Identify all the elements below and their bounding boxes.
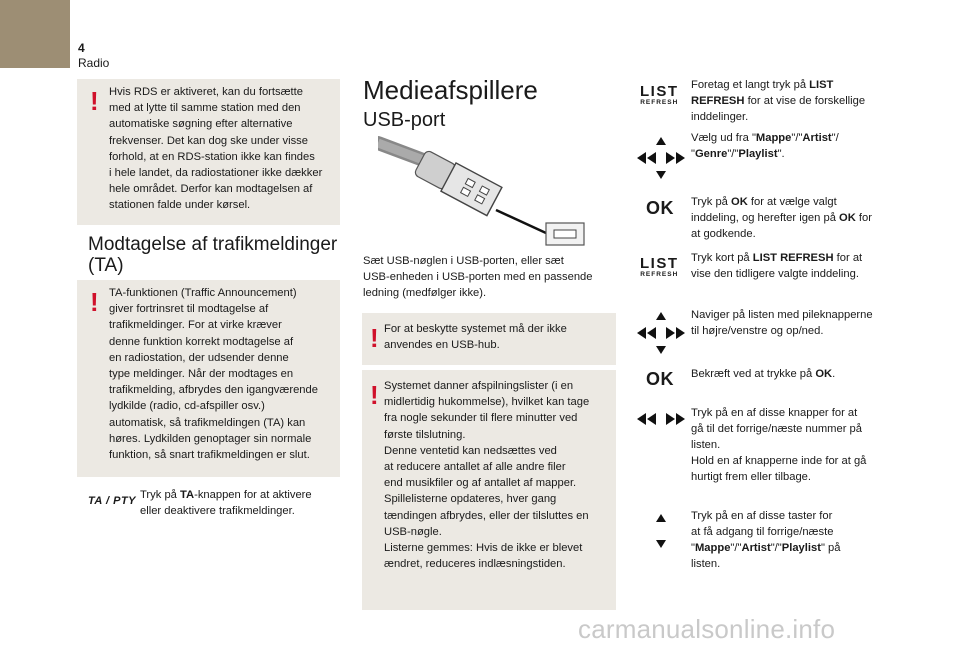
note-ta: ! TA-funktionen (Traffic Announcement) giver fortrinsret til modtagelse af trafikmeldinger. For at virke kræver denne funktion korrekt modtagelse af en radiostation, der udsender denne type meldinger. Når der modtages en trafikmelding, afbrydes den igangværende lydkilde (radio, cd-afspiller osv.) automatisk, så trafikmeldingen (TA) kan høres. Lydkilden genoptager sin normale funktion, så snart trafikmeldingen er slut. bbox=[77, 280, 340, 477]
instruction-short-press-list: Tryk kort på LIST REFRESH for at vise den tidligere valgte inddeling. bbox=[691, 252, 863, 280]
list-refresh-icon: LIST REFRESH bbox=[640, 83, 679, 106]
instruction-prev-next-track: Tryk på en af disse knapper for at gå til det forrige/næste nummer på listen. Hold en af knapperne inde for at gå hurtigt frem eller tilbage. bbox=[691, 407, 867, 483]
arrow-pad-icon bbox=[637, 137, 685, 179]
section-title: Radio bbox=[78, 56, 110, 70]
instruction-press-ok: Tryk på OK for at vælge valgt inddeling, og herefter igen på OK for at godkende. bbox=[691, 196, 872, 240]
note-rds: ! Hvis RDS er aktiveret, kan du fortsætte med at lytte til samme station med den automatiske søgning efter alternative frekvenser. Det kan dog ske under visse forhold, at en RDS-station ikke kan findes i hele landet, da radiostationer ikke dækker hele området. Derfor kan modtagelsen af stationen falde under kørsel. bbox=[77, 79, 340, 225]
instruction-navigate-list: Naviger på listen med pileknapperne til højre/venstre og op/ned. bbox=[691, 309, 873, 337]
warning-icon: ! bbox=[370, 380, 379, 410]
usb-instruction: Sæt USB-nøglen i USB-porten, eller sæt USB-enheden i USB-porten med en passende ledning (medfølger ikke). bbox=[363, 255, 593, 299]
warning-icon: ! bbox=[90, 287, 99, 317]
left-right-arrows-icon bbox=[637, 412, 685, 426]
title-media-players: Medieafspillere bbox=[363, 75, 538, 105]
up-down-arrows-icon bbox=[652, 514, 670, 548]
subtitle-usb-port: USB-port bbox=[363, 109, 446, 131]
ok-button-icon: OK bbox=[646, 369, 674, 389]
instruction-select-category: Vælg ud fra "Mappe"/"Artist"/ "Genre"/"Playlist". bbox=[691, 132, 839, 160]
warning-icon: ! bbox=[370, 323, 379, 353]
ta-instruction: Tryk på TA-knappen for at aktivere eller deaktivere trafikmeldinger. bbox=[140, 489, 312, 517]
instruction-prev-next-category: Tryk på en af disse taster for at få adgang til forrige/næste "Mappe"/"Artist"/"Playlist" på listen. bbox=[691, 510, 841, 570]
note-playlists: ! Systemet danner afspilningslister (i en midlertidig hukommelse), hvilket kan tage fra nogle sekunder til flere minutter ved første tilslutning. Denne ventetid kan nedsættes ved at reducere antallet af alle andre filer end musikfiler og af antallet af mapper. Spillelisterne opdateres, hver gang tændingen afbrydes, eller der tilsluttes en USB-nøgle. Listerne gemmes: Hvis de ikke er blevet ændret, reduceres indlæsningstiden. bbox=[362, 370, 616, 610]
instruction-confirm-ok: Bekræft ved at trykke på OK. bbox=[691, 368, 836, 380]
watermark: carmanualsonline.info bbox=[578, 614, 836, 644]
chapter-tab bbox=[0, 0, 70, 68]
instruction-long-press-list: Foretag et langt tryk på LIST REFRESH for at vise de forskellige inddelinger. bbox=[691, 79, 866, 123]
warning-icon: ! bbox=[90, 86, 99, 116]
ok-button-icon: OK bbox=[646, 198, 674, 218]
usb-plug-illustration bbox=[378, 135, 593, 250]
ta-pty-button-icon: TA / PTY bbox=[88, 495, 136, 507]
arrow-pad-icon bbox=[637, 312, 685, 354]
note-usb-hub: ! For at beskytte systemet må der ikke anvendes en USB-hub. bbox=[362, 313, 616, 365]
list-refresh-icon: LIST REFRESH bbox=[640, 255, 679, 278]
page-number: 4 bbox=[78, 41, 85, 55]
heading-traffic-announcement: Modtagelse af trafikmeldinger (TA) bbox=[88, 234, 338, 276]
